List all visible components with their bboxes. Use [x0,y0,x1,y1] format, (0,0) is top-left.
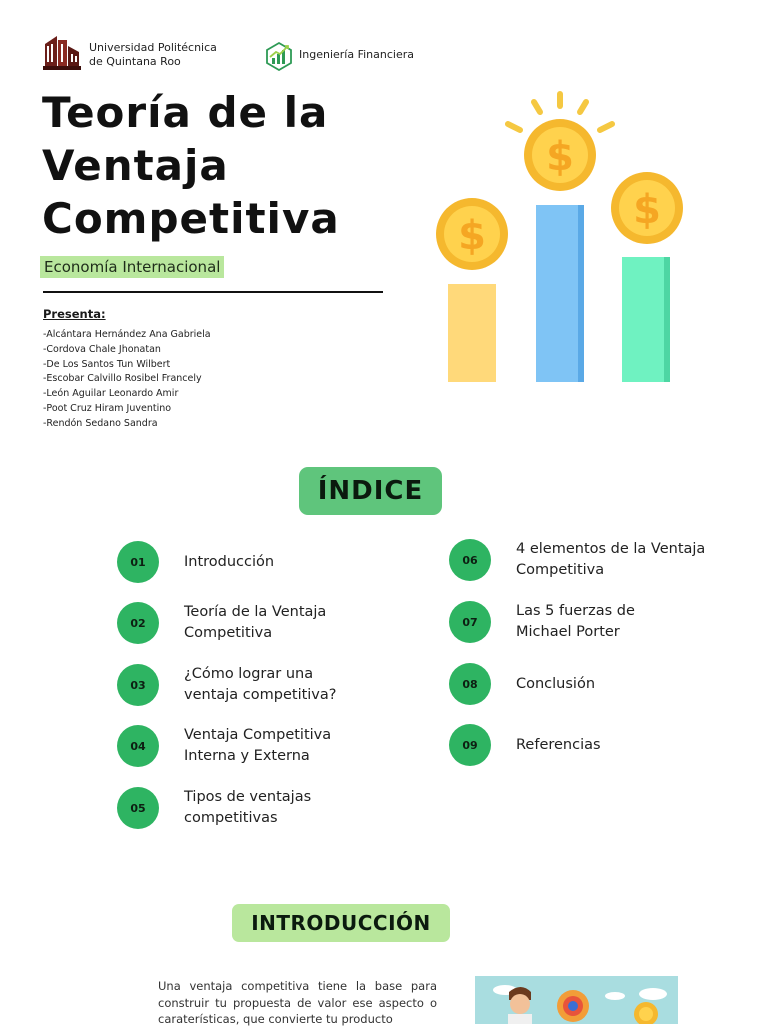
svg-text:$: $ [633,187,661,233]
svg-text:$: $ [546,134,574,180]
index-item [117,541,359,583]
presenter-name: -Escobar Calvillo Rosibel Francely [43,373,202,385]
university-name-line1: Universidad Politécnica [89,41,217,54]
index-label: ¿Cómo lograr una ventaja competitiva? [184,666,337,703]
index-number: 04 [117,725,159,767]
index-item [449,724,691,766]
coin-left [436,198,508,270]
index-item [449,539,726,581]
index-number: 02 [117,602,159,644]
intro-paragraph: Una ventaja competitiva tiene la base para construir tu propuesta de valor ese aspecto o caraterísticas, que convierte tu producto [158,979,437,1026]
university-building-logo-icon [43,32,81,70]
index-item [117,664,359,706]
intro-heading: INTRODUCCIÓN [232,904,450,942]
coin-right [611,172,683,244]
presenters-list [43,328,211,432]
presenter-name: -Rendón Sedano Sandra [43,417,158,429]
index-label: Teoría de la Ventaja Competitiva [184,604,327,641]
coin-center [524,119,596,191]
index-label: Referencias [516,736,601,753]
index-label: Las 5 fuerzas de Michael Porter [516,603,635,640]
title-line1: Teoría de la [42,88,329,137]
index-item [117,602,359,644]
presenta-label: Presenta: [43,307,106,321]
index-item [117,725,359,767]
index-label: Introducción [184,553,275,570]
page-title [42,86,340,245]
university-name-line2: de Quintana Roo [89,55,181,68]
index-number: 07 [449,601,491,643]
presenter-name: -Poot Cruz Hiram Juventino [43,402,172,414]
index-number: 01 [117,541,159,583]
index-item [449,601,691,643]
index-heading: ÍNDICE [299,467,442,515]
business-person-gears-illustration-icon [475,976,678,1024]
index-label: Conclusión [516,675,596,692]
presenter-name: -Alcántara Hernández Ana Gabriela [43,329,211,340]
divider [43,291,383,293]
index-label: Ventaja Competitiva Interna y Externa [184,727,332,764]
university-name [89,41,217,69]
subject-badge: Economía Internacional [40,256,224,278]
svg-text:$: $ [458,213,486,259]
coin-bar-chart-illustration-icon [430,88,690,388]
program-name: Ingeniería Financiera [299,48,414,61]
index-number: 03 [117,664,159,706]
index-label: Tipos de ventajas competitivas [184,789,312,826]
title-line2: Ventaja [42,141,229,190]
index-number: 09 [449,724,491,766]
index-item [117,787,359,829]
presenter-name: -León Aguilar Leonardo Amir [43,388,179,400]
index-number: 06 [449,539,491,581]
growth-chart-logo-icon [264,41,294,71]
title-line3: Competitiva [42,194,340,243]
index-number: 05 [117,787,159,829]
presenter-name: -De Los Santos Tun Wilbert [43,358,171,370]
presenter-name: -Cordova Chale Jhonatan [43,343,161,355]
index-item [449,663,691,705]
index-number: 08 [449,663,491,705]
index-label: 4 elementos de la Ventaja Competitiva [516,541,706,578]
